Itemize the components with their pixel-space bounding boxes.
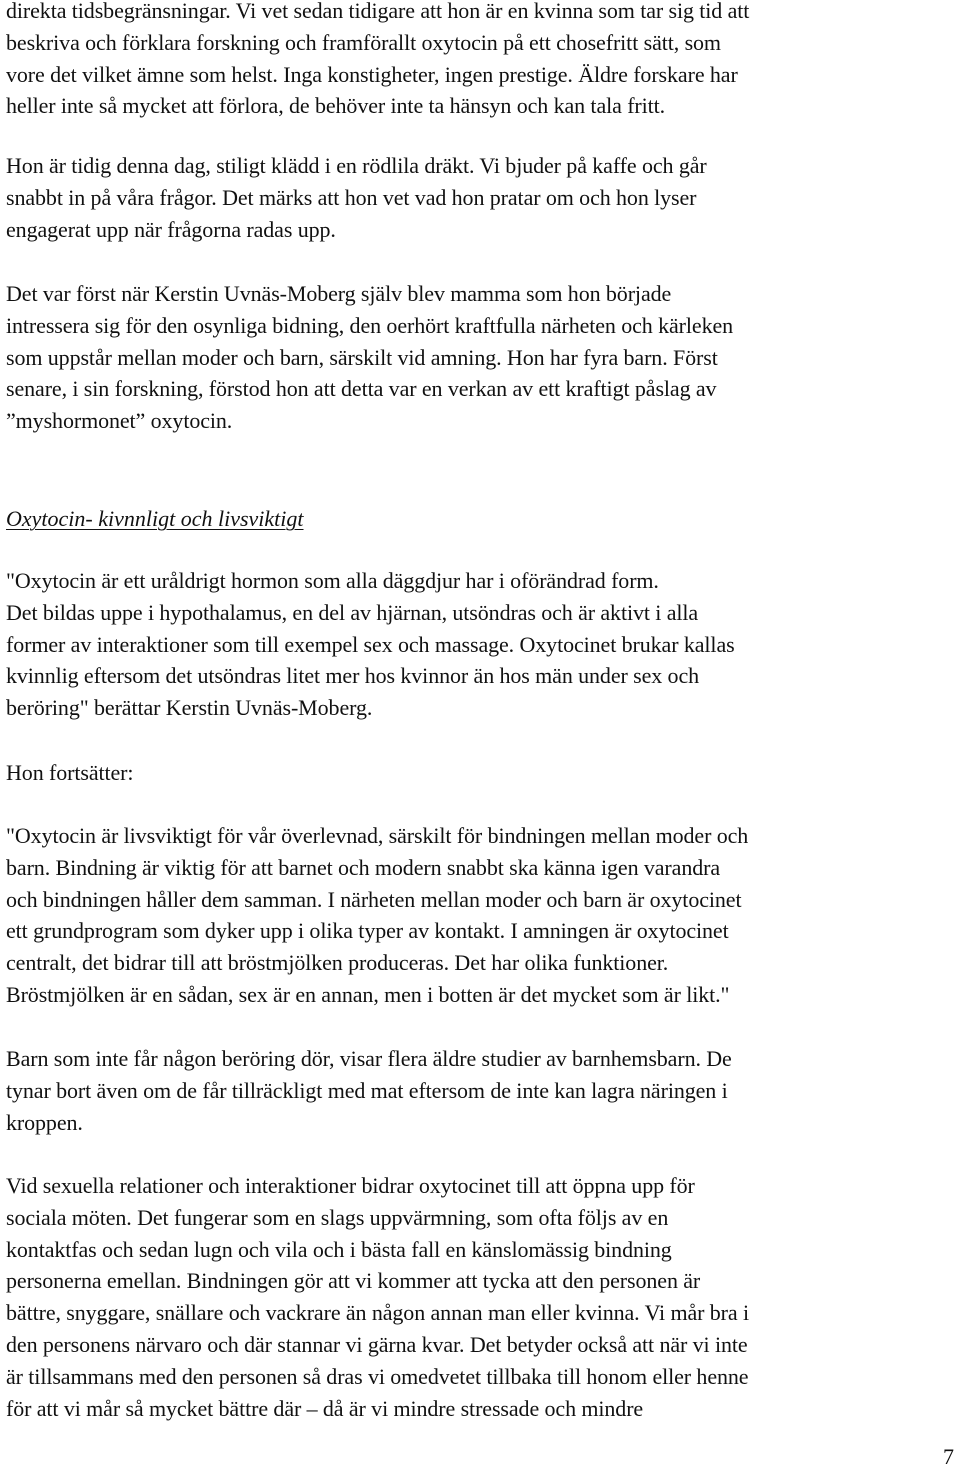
paragraph-quote-1: "Oxytocin är ett uråldrigt hormon som alla däggdjur har i oförändrad form. Det bildas uppe i hypothalamus, en del av hjärnan, utsöndras och är aktivt i alla former av interaktioner som till exempel sex och massage. Oxytocinet brukar kallas kvinnlig eftersom det utsöndras litet mer hos kvinnor än hos män under sex och beröring" berättar Kerstin Uvnäs-Moberg.	[6, 568, 735, 721]
paragraph-visit: Hon är tidig denna dag, stiligt klädd i en rödlila dräkt. Vi bjuder på kaffe och går snabbt in på våra frågor. Det märks att hon vet vad hon pratar om och hon lyser engagerat upp när frågorna radas upp.	[6, 153, 707, 242]
section-heading: Oxytocin- kivnnligt och livsviktigt	[6, 506, 304, 531]
paragraph-quote-2: "Oxytocin är livsviktigt för vår överlevnad, särskilt för bindningen mellan moder och barn. Bindning är viktig för att barnet och modern snabbt ska känna igen varandra och bindningen håller dem samman. I närheten mellan moder och barn är oxytocinet ett grundprogram som dyker upp i olika typer av kontakt. I amningen är oxytocinet centralt, det bidrar till att bröstmjölken produceras. Det har olika funktioner. Bröstmjölken är en sådan, sex är en annan, men i botten är det mycket som är likt."	[6, 823, 749, 1007]
paragraph-intro: direkta tidsbegränsningar. Vi vet sedan tidigare att hon är en kvinna som tar sig tid att beskriva och förklara forskning och framförallt oxytocin på ett chosefritt sätt, som vore det vilket ämne som helst. Inga konstigheter, ingen prestige. Äldre forskare har heller inte så mycket att förlora, de behöver inte ta hänsyn och kan tala fritt.	[6, 0, 750, 119]
paragraph-touch: Barn som inte får någon beröring dör, visar flera äldre studier av barnhemsbarn. De tynar bort även om de får tillräckligt med mat eftersom de inte kan lagra näringen i kroppen.	[6, 1046, 732, 1135]
page-number: 7	[943, 1444, 954, 1469]
paragraph-background: Det var först när Kerstin Uvnäs-Moberg själv blev mamma som hon började intressera sig för den osynliga bidning, den oerhört kraftfulla närheten och kärleken som uppstår mellan moder och barn, särskilt vid amning. Hon har fyra barn. Först senare, i sin forskning, förstod hon att detta var en verkan av ett kraftigt påslag av ”myshormonet” oxytocin.	[6, 281, 734, 434]
paragraph-relations: Vid sexuella relationer och interaktioner bidrar oxytocinet till att öppna upp för sociala möten. Det fungerar som en slags uppvärmning, som ofta följs av en kontaktfas och sedan lugn och vila och i bästa fall en känslomässig bindning personerna emellan. Bindningen gör att vi kommer att tycka att den personen är bättre, snyggare, snällare och vackrare än någon annan man eller kvinna. Vi mår bra i den personens närvaro och där stannar vi gärna kvar. Det betyder också att när vi inte är tillsammans med den personen så dras vi omedvetet tillbaka till honom eller henne för att vi mår så mycket bättre där – då är vi mindre stressade och mindre	[6, 1173, 749, 1421]
paragraph-continues: Hon fortsätter:	[6, 760, 134, 785]
